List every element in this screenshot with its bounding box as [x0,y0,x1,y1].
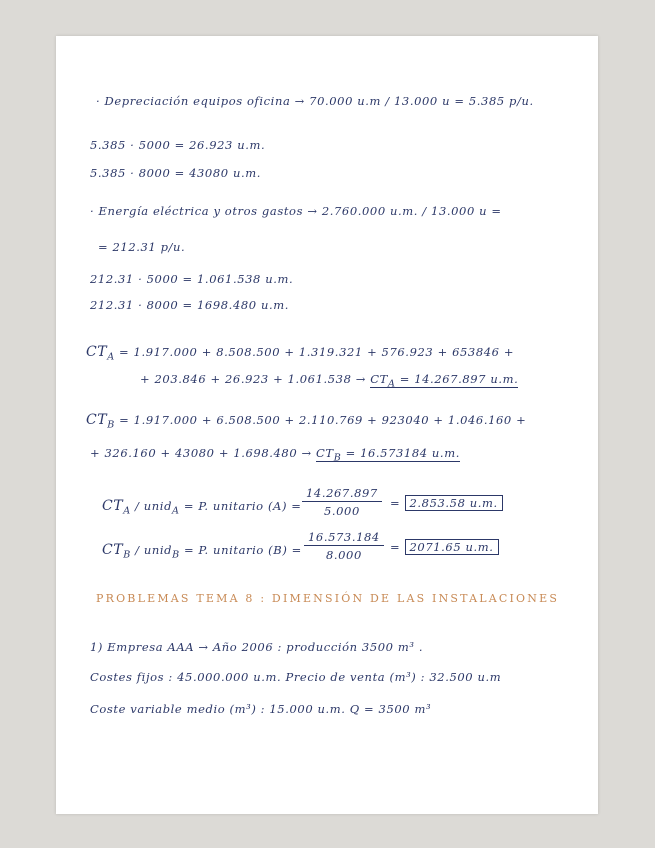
cta-subscript: A [107,351,115,363]
fraction-denominator: 5.000 [323,504,360,518]
section-heading: PROBLEMAS TEMA 8 : DIMENSIÓN DE LAS INSTALACIONES [96,592,560,605]
cta-equation [86,344,514,362]
unit-price-a: $CT_A$ / unid$_A$ = P. unitario (A) = [102,498,302,517]
ctb-terms: = 1.917.000 + 6.508.500 + 2.110.769 + 923040 + 1.046.160 + [119,413,527,427]
cta-terms: = 1.917.000 + 8.508.500 + 1.319.321 + 576.923 + 653846 + [119,345,515,359]
cta-label: CT [86,344,108,360]
energy-line: · Energía eléctrica y otros gastos → 2.760.000 u.m. / 13.000 u = [90,204,502,218]
ctb-equation-cont [90,446,460,463]
ctb-result: $CT_B = 16.573184$ u.m. [316,446,460,464]
depreciation-line: · Depreciación equipos oficina → 70.000 u.m / 13.000 u = 5.385 p/u. [96,94,534,108]
unit-price-b-fraction [304,530,384,562]
boxed-result: 2.853.58 u.m. [405,495,503,511]
cta-terms-cont: + 203.846 + 26.923 + 1.061.538 → [140,372,366,386]
calc-line: 5.385 · 5000 = 26.923 u.m. [90,138,266,152]
cta-equation-cont [140,372,518,389]
calc-line: 212.31 · 5000 = 1.061.538 u.m. [90,272,294,286]
calc-line: 212.31 · 8000 = 1698.480 u.m. [90,298,289,312]
unit-price-b-result: = 2071.65 u.m. [390,540,499,554]
ctb-terms-cont: + 326.160 + 43080 + 1.698.480 → [90,446,312,460]
ctb-equation [86,412,526,430]
unit-price-b: $CT_B$ / unid$_B$ = P. unitario (B) = [102,542,302,561]
problem-line: Costes fijos : 45.000.000 u.m. Precio de venta (m³) : 32.500 u.m [90,670,502,684]
fraction-numerator: 14.267.897 [302,486,382,502]
unit-price-a-result: = 2.853.58 u.m. [390,496,503,510]
ctb-subscript: B [107,419,115,431]
unit-price-a-fraction [302,486,382,518]
ctb-label: CT [86,412,108,428]
notebook-page [56,36,598,814]
problem-line: Coste variable medio (m³) : 15.000 u.m. Q = 3500 m³ [90,702,432,716]
boxed-result: 2071.65 u.m. [405,539,499,555]
problem-line: 1) Empresa AAA → Año 2006 : producción 3500 m³ . [90,640,424,654]
fraction-denominator: 8.000 [325,548,362,562]
cta-result: $CT_A = 14.267.897$ u.m. [370,372,519,390]
fraction-numerator: 16.573.184 [304,530,384,546]
calc-line: 5.385 · 8000 = 43080 u.m. [90,166,261,180]
calc-line: = 212.31 p/u. [98,240,186,254]
